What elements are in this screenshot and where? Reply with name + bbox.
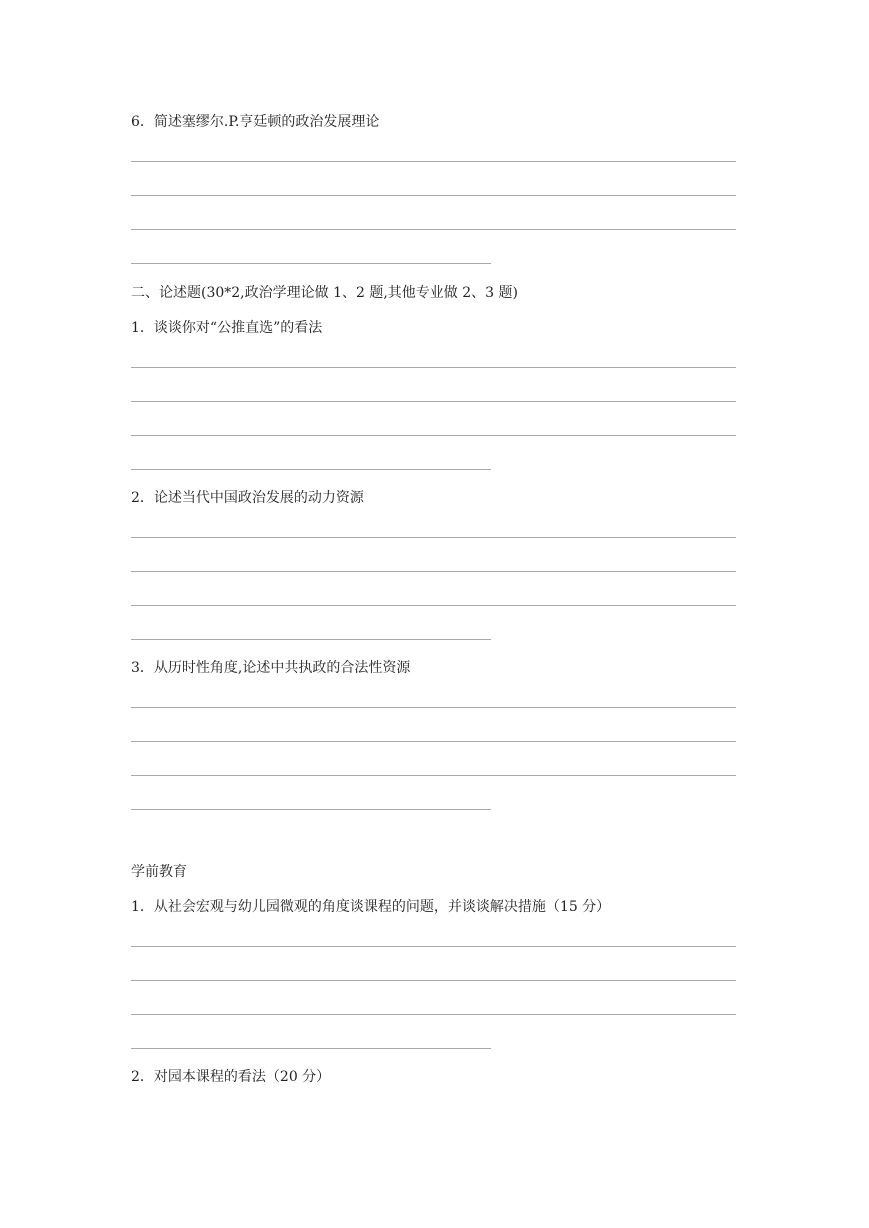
answer-line — [131, 980, 736, 981]
section-title: 二、论述题(30*2,政治学理论做 1、2 题,其他专业做 2、3 题) — [131, 285, 518, 301]
preschool-question-2: 2．对园本课程的看法（20 分） — [131, 1069, 331, 1085]
answer-line — [131, 605, 736, 606]
answer-line — [131, 367, 736, 368]
answer-line — [131, 639, 491, 640]
answer-line — [131, 1014, 736, 1015]
essay-question-2: 2．论述当代中国政治发展的动力资源 — [131, 490, 364, 506]
essay-question-3: 3．从历时性角度,论述中共执政的合法性资源 — [131, 660, 411, 676]
essay-question-1: 1．谈谈你对“公推直选”的看法 — [131, 320, 323, 336]
answer-line — [131, 229, 736, 230]
question-6: 6．简述塞缪尔.P.亨廷顿的政治发展理论 — [131, 114, 380, 130]
answer-line — [131, 707, 736, 708]
answer-line — [131, 435, 736, 436]
answer-line — [131, 946, 736, 947]
preschool-heading: 学前教育 — [131, 864, 187, 880]
answer-line — [131, 809, 491, 810]
answer-line — [131, 469, 491, 470]
answer-line — [131, 571, 736, 572]
answer-line — [131, 537, 736, 538]
preschool-question-1: 1．从社会宏观与幼儿园微观的角度谈课程的问题，并谈谈解决措施（15 分） — [131, 899, 611, 915]
answer-line — [131, 161, 736, 162]
answer-line — [131, 263, 491, 264]
answer-line — [131, 195, 736, 196]
answer-line — [131, 401, 736, 402]
answer-line — [131, 741, 736, 742]
answer-line — [131, 1048, 491, 1049]
answer-line — [131, 775, 736, 776]
